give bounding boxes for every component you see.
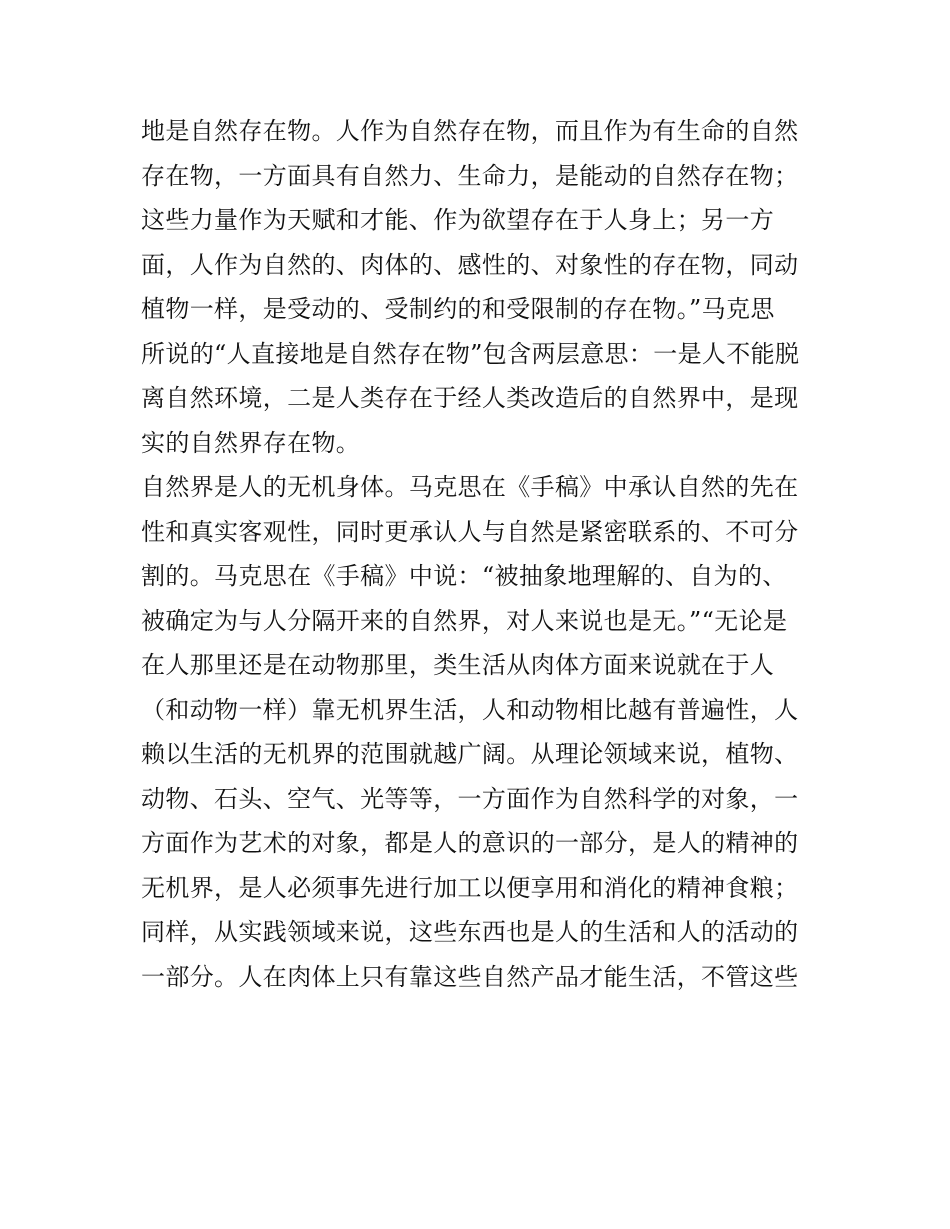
body-text [141, 109, 821, 999]
text-line: 在人那里还是在动物那里，类生活从肉体方面来说就在于人 [141, 651, 775, 679]
text-line: 所说的“人直接地是自然存在物”包含两层意思：一是人不能脱 [141, 339, 800, 368]
text-line: 赖以生活的无机界的范围就越广阔。从理论领域来说，植物、 [141, 740, 799, 768]
text-line: 离自然环境，二是人类存在于经人类改造后的自然界中，是现 [141, 384, 799, 412]
text-line: 植物一样，是受动的、受制约的和受限制的存在物。”马克思 [141, 295, 775, 323]
text-line: 割的。马克思在《手稿》中说：“被抽象地理解的、自为的、 [141, 562, 787, 590]
text-line: 方面作为艺术的对象，都是人的意识的一部分，是人的精神的 [141, 829, 799, 857]
text-line: 无机界，是人必须事先进行加工以便享用和消化的精神食粮； [141, 873, 799, 902]
text-line: 自然界是人的无机身体。马克思在《手稿》中承认自然的先在 [141, 473, 799, 501]
text-line: 存在物，一方面具有自然力、生命力，是能动的自然存在物； [141, 161, 799, 190]
text-line: 这些力量作为天赋和才能、作为欲望存在于人身上；另一方 [141, 206, 775, 234]
text-line: 地是自然存在物。人作为自然存在物，而且作为有生命的自然 [141, 117, 799, 145]
text-line: （和动物一样）靠无机界生活，人和动物相比越有普遍性，人 [141, 695, 799, 724]
text-line: 一部分。人在肉体上只有靠这些自然产品才能生活，不管这些 [141, 962, 799, 991]
text-line: 被确定为与人分隔开来的自然界，对人来说也是无。”“无论是 [141, 606, 788, 635]
text-line: 同样，从实践领域来说，这些东西也是人的生活和人的活动的 [141, 918, 799, 946]
text-line: 性和真实客观性，同时更承认人与自然是紧密联系的、不可分 [141, 517, 799, 546]
text-line: 面，人作为自然的、肉体的、感性的、对象性的存在物，同动 [141, 250, 799, 279]
text-line: 实的自然界存在物。 [141, 428, 361, 457]
text-line: 动物、石头、空气、光等等，一方面作为自然科学的对象，一 [141, 784, 799, 813]
